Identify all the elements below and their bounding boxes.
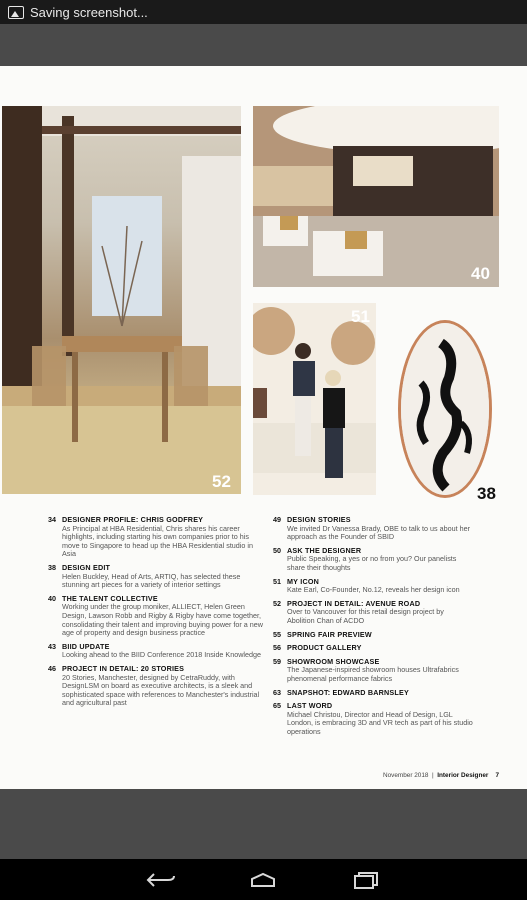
toc-description: Michael Christou, Director and Head of Design, LGL London, is embracing 3D and VR tech as part of his studio operations	[287, 709, 473, 736]
designers-portrait-photo	[253, 303, 376, 495]
toc-entry[interactable]	[48, 564, 263, 590]
toc-page-number: 55	[273, 629, 281, 639]
toc-entry[interactable]	[273, 631, 473, 640]
magazine-page[interactable]	[0, 66, 527, 789]
toc-description: Looking ahead to the BIID Conference 2018 Inside Knowledge	[62, 650, 261, 660]
recents-button[interactable]	[349, 869, 383, 891]
home-button[interactable]	[246, 869, 280, 891]
toc-description: As Principal at HBA Residential, Chris shares his career highlights, including starting his own companies prior to his move to Singapore to head up the HBA Residential studio in Asia	[62, 523, 253, 559]
issue-date: November 2018	[383, 772, 429, 779]
top-margin	[0, 24, 527, 66]
toc-left-column	[48, 516, 263, 713]
toc-title: SPRING FAIR PREVIEW	[287, 629, 372, 639]
toc-entry[interactable]	[48, 516, 263, 559]
round-artwork-photo	[398, 320, 492, 498]
toc-entry[interactable]	[273, 658, 473, 684]
recents-icon	[351, 871, 381, 889]
toc-entry[interactable]	[48, 643, 263, 660]
page-ref-38: 38	[477, 484, 496, 503]
toc-page-number: 59	[273, 656, 281, 666]
toc-entry[interactable]	[273, 600, 473, 626]
toc-entry[interactable]	[273, 644, 473, 653]
toc-page-number: 43	[48, 641, 56, 651]
toc-description: 20 Stories, Manchester, designed by CetraRuddy, with DesignLSM on board as executive architects, is a sleek and sophisticated space with references to Manchester's industrial and agricultural past	[62, 672, 260, 708]
toc-title: ASK THE DESIGNER	[287, 545, 362, 555]
toc-entry[interactable]	[48, 595, 263, 638]
toc-page-number: 63	[273, 687, 281, 697]
toc-page-number: 65	[273, 701, 281, 711]
toc-description: We invited Dr Vanessa Brady, OBE to talk to us about her approach as the Founder of SBID	[287, 523, 470, 542]
back-button[interactable]	[144, 869, 178, 891]
page-number: 7	[495, 772, 500, 779]
toc-description: Working under the group moniker, ALLIECT, Helen Green Design, Lawson Robb and Rigby & Rigby have come together, consolidating their talent and improving buying power for a new age of property and design business practice	[62, 602, 263, 638]
toc-entry[interactable]	[273, 702, 473, 736]
toc-title: DESIGN STORIES	[287, 515, 351, 524]
toc-title: MY ICON	[287, 576, 320, 586]
page-ref-52: 52	[212, 472, 231, 491]
toc-description: Public Speaking, a yes or no from you? Our panelists share their thoughts	[287, 554, 457, 572]
page-ref-51: 51	[351, 307, 370, 326]
toc-title: BIID UPDATE	[62, 641, 110, 651]
toc-page-number: 51	[273, 576, 281, 586]
toc-page-number: 34	[48, 515, 56, 524]
terrace-photo	[253, 106, 499, 287]
page-ref-40: 40	[471, 264, 490, 283]
toc-description: Helen Buckley, Head of Arts, ARTIQ, has selected these stunning art pieces for a variety of interior settings	[62, 571, 241, 590]
toc-page-number: 38	[48, 562, 56, 572]
notification-text: Saving screenshot...	[30, 4, 148, 20]
toc-page-number: 56	[273, 643, 281, 653]
toc-entry[interactable]	[48, 665, 263, 708]
toc-entry[interactable]	[273, 578, 473, 595]
toc-entry[interactable]	[273, 516, 473, 542]
toc-page-number: 40	[48, 593, 56, 603]
toc-title: LAST WORD	[287, 701, 333, 711]
toc-title: DESIGNER PROFILE: CHRIS GODFREY	[62, 515, 204, 524]
toc-page-number: 46	[48, 663, 56, 673]
toc-title: PROJECT IN DETAIL: AVENUE ROAD	[287, 598, 421, 608]
toc-description: The Japanese-inspired showroom houses Ultrafabrics phenomenal performance fabrics	[287, 665, 459, 683]
toc-entry[interactable]	[273, 547, 473, 573]
dining-room-photo	[2, 106, 241, 494]
back-icon	[146, 872, 176, 888]
toc-page-number: 52	[273, 598, 281, 608]
status-bar	[0, 0, 527, 24]
toc-title: SHOWROOM SHOWCASE	[287, 656, 380, 666]
toc-right-column	[273, 516, 473, 741]
toc-title: THE TALENT COLLECTIVE	[62, 593, 158, 603]
toc-description: Kate Earl, Co-Founder, No.12, reveals her design icon	[287, 585, 460, 595]
toc-entry[interactable]	[273, 689, 473, 698]
home-icon	[248, 872, 278, 888]
toc-title: PRODUCT GALLERY	[287, 643, 362, 653]
page-folio: November 2018 | Interior Designer 7	[383, 772, 500, 779]
magazine-name: Interior Designer	[437, 772, 489, 779]
toc-page-number: 50	[273, 545, 281, 555]
toc-title: PROJECT IN DETAIL: 20 STORIES	[62, 663, 185, 673]
toc-page-number: 49	[273, 515, 281, 524]
toc-description: Over to Vancouver for this retail design project by Abolition Chan of ACDO	[287, 607, 444, 625]
toc-title: DESIGN EDIT	[62, 562, 111, 572]
toc-title: SNAPSHOT: EDWARD BARNSLEY	[287, 687, 410, 697]
screenshot-icon	[8, 6, 24, 19]
bottom-margin	[0, 789, 527, 859]
android-nav-bar	[0, 859, 527, 900]
